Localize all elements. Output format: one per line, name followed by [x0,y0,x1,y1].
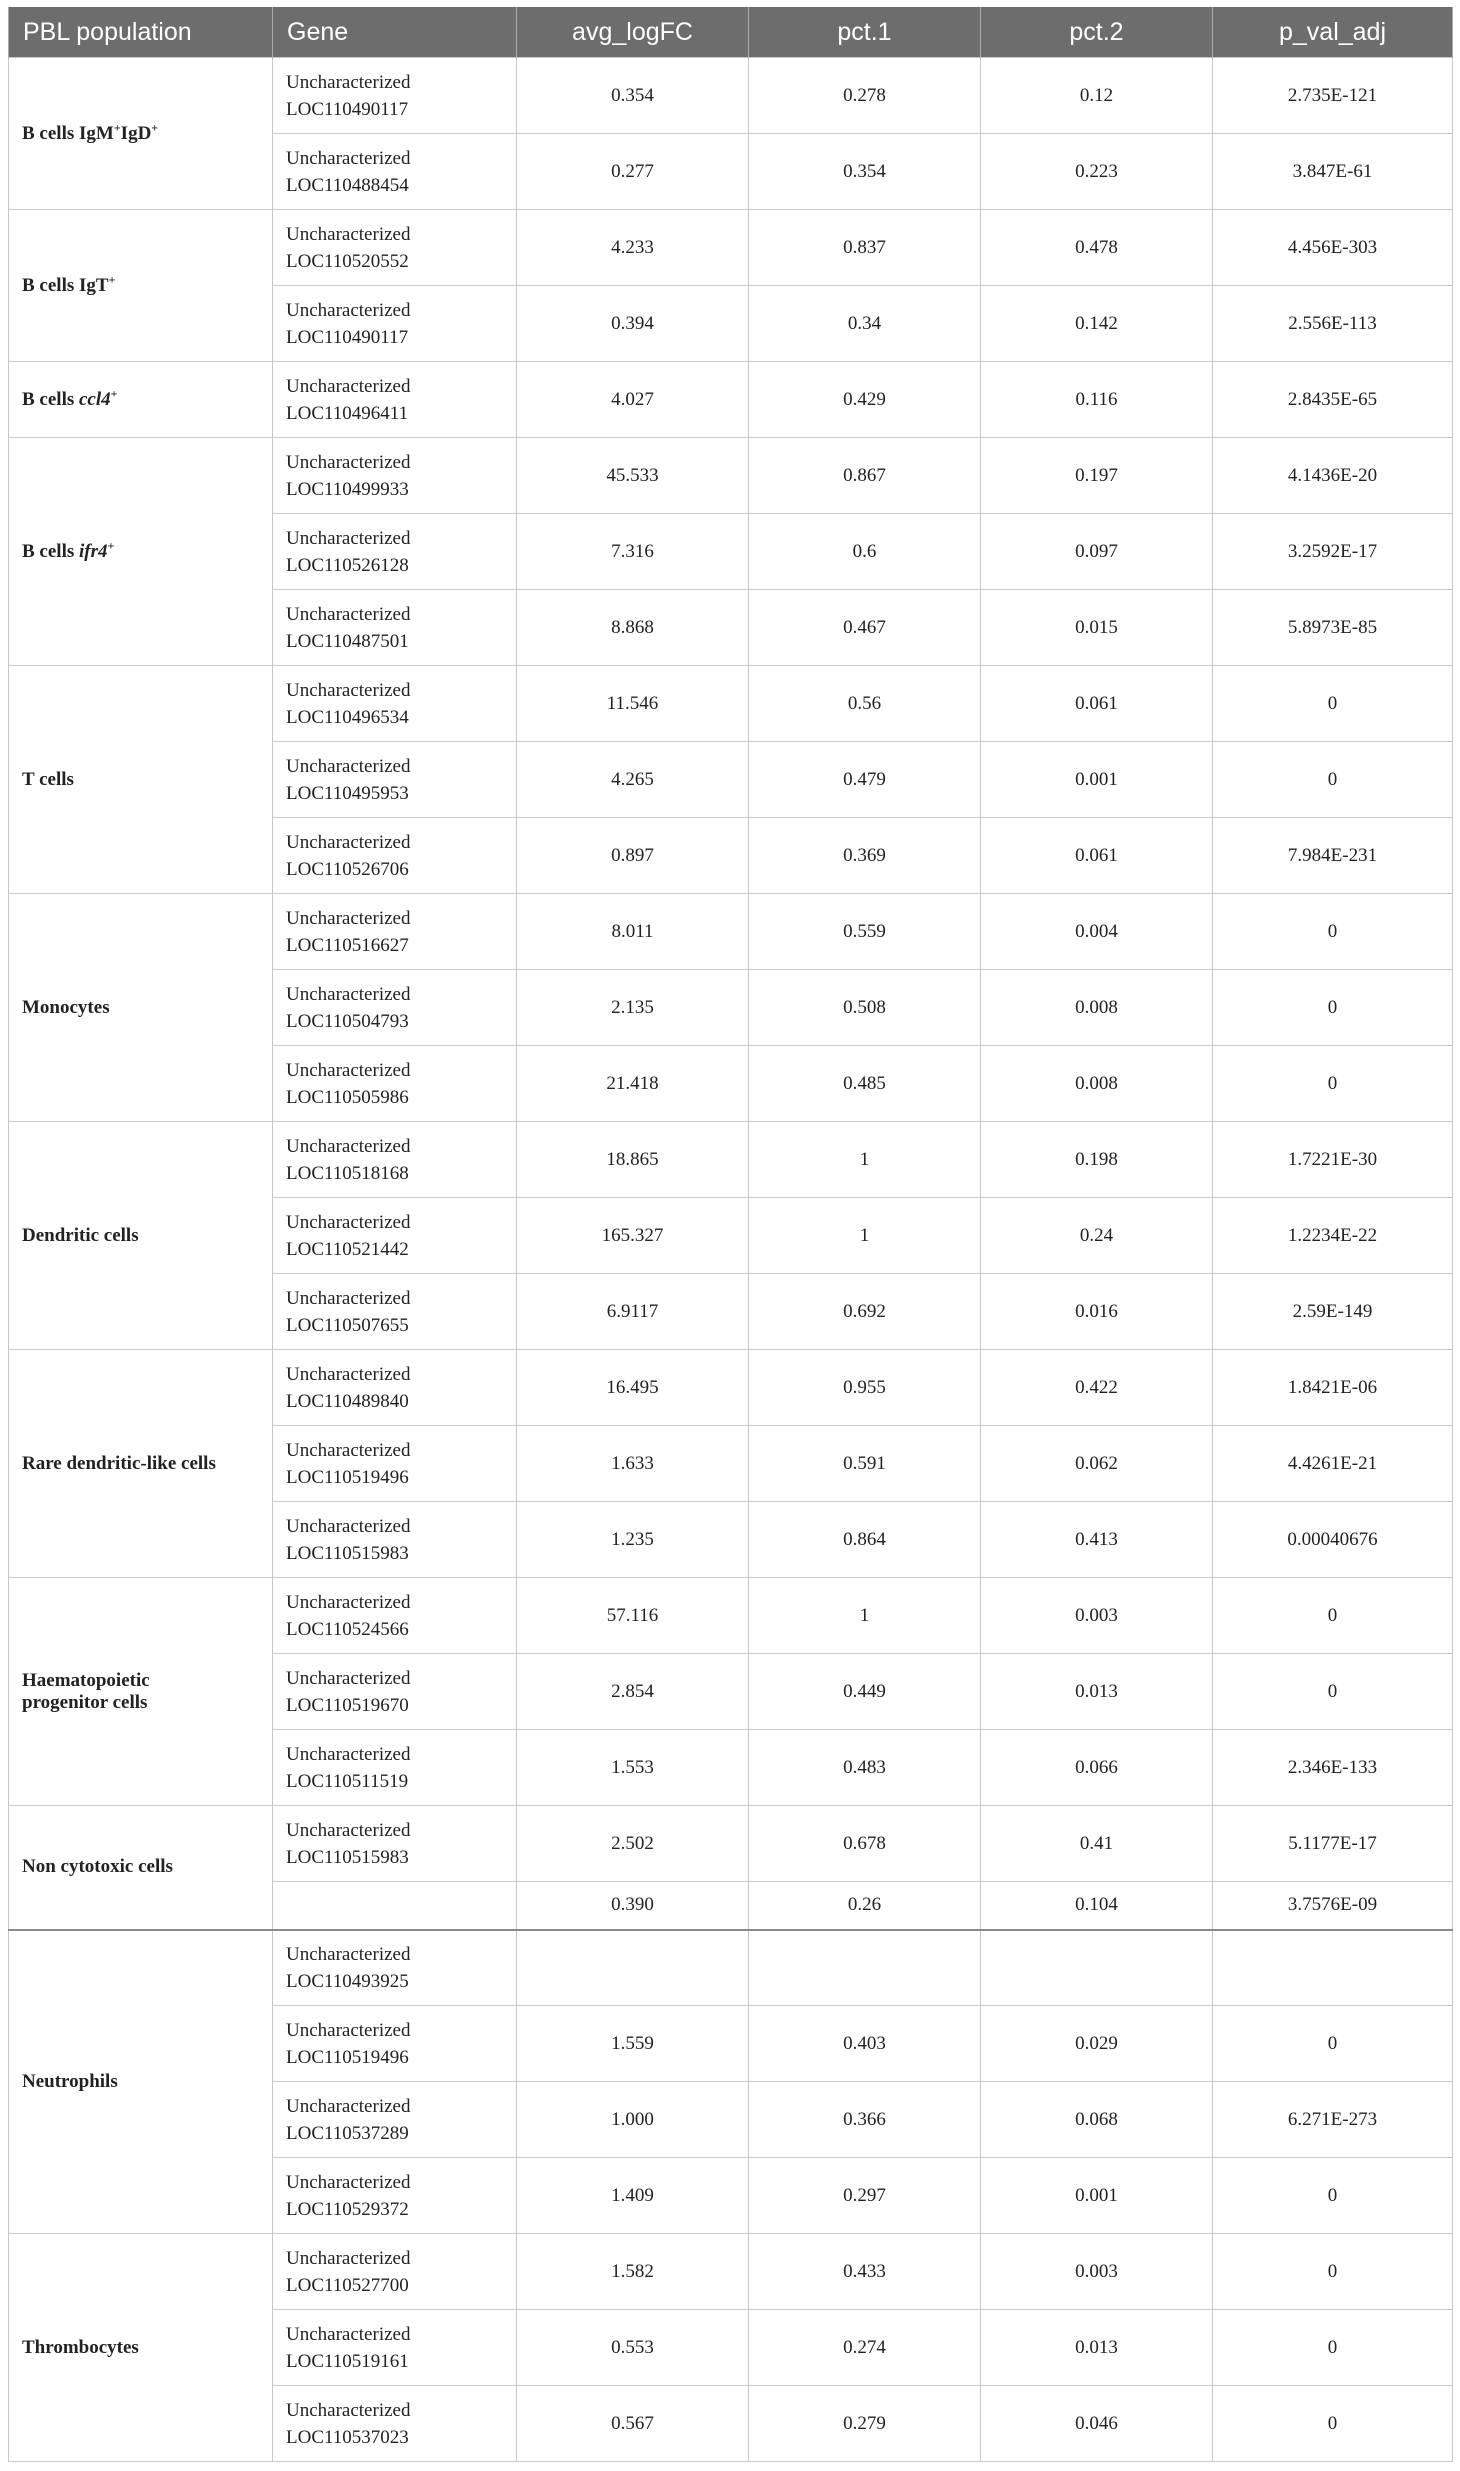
pct2-cell: 0.197 [981,438,1213,514]
avg-logfc-cell: 8.868 [517,590,749,666]
header-row [9,7,1453,58]
table-row [9,1578,1453,1654]
avg-logfc-cell: 1.559 [517,2006,749,2082]
pct2-cell: 0.061 [981,818,1213,894]
gene-cell: Uncharacterized LOC110520552 [273,210,517,286]
avg-logfc-cell: 16.495 [517,1350,749,1426]
avg-logfc-cell: 0.394 [517,286,749,362]
gene-cell: Uncharacterized LOC110526706 [273,818,517,894]
avg-logfc-cell: 0.354 [517,58,749,134]
population-cell: B cells ccl4+ [9,362,273,438]
pct1-cell: 0.485 [749,1046,981,1122]
pct2-cell: 0.003 [981,2234,1213,2310]
table-row [9,438,1453,514]
gene-cell: Uncharacterized LOC110527700 [273,2234,517,2310]
pct1-cell: 0.867 [749,438,981,514]
table-row [9,1350,1453,1426]
population-cell: Rare dendritic-like cells [9,1350,273,1578]
pct1-cell: 0.433 [749,2234,981,2310]
population-cell: Monocytes [9,894,273,1122]
p-val-adj-cell: 4.456E-303 [1213,210,1453,286]
pct2-cell: 0.066 [981,1730,1213,1806]
gene-cell: Uncharacterized LOC110487501 [273,590,517,666]
gene-cell: Uncharacterized LOC110505986 [273,1046,517,1122]
avg-logfc-cell: 4.265 [517,742,749,818]
p-val-adj-cell: 0.00040676 [1213,1502,1453,1578]
pct2-cell: 0.12 [981,58,1213,134]
pct1-cell: 0.403 [749,2006,981,2082]
table-row [9,362,1453,438]
avg-logfc-cell: 45.533 [517,438,749,514]
gene-cell: Uncharacterized LOC110519670 [273,1654,517,1730]
gene-cell: Uncharacterized LOC110493925 [273,1930,517,2006]
pct2-cell: 0.016 [981,1274,1213,1350]
pct1-cell: 0.429 [749,362,981,438]
p-val-adj-cell: 3.2592E-17 [1213,514,1453,590]
avg-logfc-cell: 1.235 [517,1502,749,1578]
avg-logfc-cell: 2.854 [517,1654,749,1730]
avg-logfc-cell: 57.116 [517,1578,749,1654]
gene-cell: Uncharacterized LOC110519161 [273,2310,517,2386]
p-val-adj-cell: 0 [1213,2006,1453,2082]
avg-logfc-cell: 21.418 [517,1046,749,1122]
p-val-adj-cell: 2.346E-133 [1213,1730,1453,1806]
p-val-adj-cell: 2.59E-149 [1213,1274,1453,1350]
p-val-adj-cell: 0 [1213,2386,1453,2462]
gene-cell: Uncharacterized LOC110490117 [273,286,517,362]
pct1-cell: 0.837 [749,210,981,286]
pct2-cell: 0.413 [981,1502,1213,1578]
table-row [9,58,1453,134]
avg-logfc-cell: 1.000 [517,2082,749,2158]
pct1-cell: 0.354 [749,134,981,210]
table-row [9,1122,1453,1198]
p-val-adj-cell: 2.556E-113 [1213,286,1453,362]
gene-cell: Uncharacterized LOC110537289 [273,2082,517,2158]
gene-cell: Uncharacterized LOC110504793 [273,970,517,1046]
gene-cell: Uncharacterized LOC110490117 [273,58,517,134]
pct1-cell: 0.508 [749,970,981,1046]
pct2-cell: 0.142 [981,286,1213,362]
p-val-adj-cell: 4.1436E-20 [1213,438,1453,514]
population-cell: Thrombocytes [9,2234,273,2462]
pct1-cell: 0.692 [749,1274,981,1350]
population-cell: Neutrophils [9,1930,273,2234]
table-row [9,1930,1453,2006]
gene-cell: Uncharacterized LOC110515983 [273,1502,517,1578]
p-val-adj-cell: 2.735E-121 [1213,58,1453,134]
pct2-cell: 0.223 [981,134,1213,210]
gene-cell [273,1882,517,1930]
gene-cell: Uncharacterized LOC110529372 [273,2158,517,2234]
avg-logfc-cell [517,1930,749,2006]
avg-logfc-cell: 0.567 [517,2386,749,2462]
pct1-cell: 1 [749,1122,981,1198]
avg-logfc-cell: 0.553 [517,2310,749,2386]
pct2-cell: 0.062 [981,1426,1213,1502]
p-val-adj-cell: 0 [1213,970,1453,1046]
pct1-cell: 0.591 [749,1426,981,1502]
avg-logfc-cell: 4.027 [517,362,749,438]
header-gene: Gene [273,7,517,58]
p-val-adj-cell: 1.7221E-30 [1213,1122,1453,1198]
pct1-cell: 0.559 [749,894,981,970]
pct2-cell: 0.004 [981,894,1213,970]
p-val-adj-cell: 0 [1213,666,1453,742]
p-val-adj-cell: 0 [1213,2234,1453,2310]
pct2-cell: 0.104 [981,1882,1213,1930]
avg-logfc-cell: 0.897 [517,818,749,894]
pct2-cell: 0.008 [981,970,1213,1046]
pct1-cell: 0.864 [749,1502,981,1578]
avg-logfc-cell: 0.277 [517,134,749,210]
gene-cell: Uncharacterized LOC110511519 [273,1730,517,1806]
avg-logfc-cell: 0.390 [517,1882,749,1930]
p-val-adj-cell: 5.8973E-85 [1213,590,1453,666]
pct2-cell: 0.198 [981,1122,1213,1198]
p-val-adj-cell: 7.984E-231 [1213,818,1453,894]
p-val-adj-cell: 4.4261E-21 [1213,1426,1453,1502]
p-val-adj-cell: 0 [1213,894,1453,970]
population-cell: Dendritic cells [9,1122,273,1350]
pct2-cell: 0.015 [981,590,1213,666]
pct1-cell: 0.56 [749,666,981,742]
gene-cell: Uncharacterized LOC110499933 [273,438,517,514]
p-val-adj-cell: 0 [1213,2310,1453,2386]
pct1-cell: 0.297 [749,2158,981,2234]
pct1-cell: 0.467 [749,590,981,666]
p-val-adj-cell: 3.847E-61 [1213,134,1453,210]
p-val-adj-cell: 0 [1213,2158,1453,2234]
gene-cell: Uncharacterized LOC110516627 [273,894,517,970]
pct2-cell: 0.001 [981,2158,1213,2234]
population-cell: B cells IgT+ [9,210,273,362]
pct2-cell: 0.24 [981,1198,1213,1274]
population-cell: Non cytotoxic cells [9,1806,273,1930]
pct1-cell: 0.483 [749,1730,981,1806]
p-val-adj-cell: 0 [1213,1046,1453,1122]
gene-cell: Uncharacterized LOC110515983 [273,1806,517,1882]
pct1-cell [749,1930,981,2006]
gene-cell: Uncharacterized LOC110496411 [273,362,517,438]
table-row [9,894,1453,970]
avg-logfc-cell: 4.233 [517,210,749,286]
p-val-adj-cell: 6.271E-273 [1213,2082,1453,2158]
gene-cell: Uncharacterized LOC110496534 [273,666,517,742]
pct2-cell: 0.478 [981,210,1213,286]
avg-logfc-cell: 2.135 [517,970,749,1046]
avg-logfc-cell: 2.502 [517,1806,749,1882]
p-val-adj-cell: 2.8435E-65 [1213,362,1453,438]
gene-cell: Uncharacterized LOC110524566 [273,1578,517,1654]
gene-cell: Uncharacterized LOC110507655 [273,1274,517,1350]
avg-logfc-cell: 1.582 [517,2234,749,2310]
avg-logfc-cell: 165.327 [517,1198,749,1274]
gene-cell: Uncharacterized LOC110526128 [273,514,517,590]
table-row [9,2234,1453,2310]
gene-cell: Uncharacterized LOC110521442 [273,1198,517,1274]
pct1-cell: 0.369 [749,818,981,894]
pct1-cell: 0.278 [749,58,981,134]
population-cell: B cells IgM+IgD+ [9,58,273,210]
gene-cell: Uncharacterized LOC110488454 [273,134,517,210]
p-val-adj-cell: 3.7576E-09 [1213,1882,1453,1930]
pct1-cell: 0.479 [749,742,981,818]
avg-logfc-cell: 11.546 [517,666,749,742]
pct2-cell: 0.008 [981,1046,1213,1122]
pct1-cell: 0.34 [749,286,981,362]
pct1-cell: 0.274 [749,2310,981,2386]
gene-cell: Uncharacterized LOC110519496 [273,2006,517,2082]
gene-cell: Uncharacterized LOC110489840 [273,1350,517,1426]
p-val-adj-cell: 0 [1213,1578,1453,1654]
pct2-cell: 0.422 [981,1350,1213,1426]
header-pbl-population: PBL population [9,7,273,58]
pct2-cell: 0.046 [981,2386,1213,2462]
population-cell: T cells [9,666,273,894]
pct2-cell [981,1930,1213,2006]
population-cell: Haematopoietic progenitor cells [9,1578,273,1806]
p-val-adj-cell [1213,1930,1453,2006]
pct1-cell: 0.26 [749,1882,981,1930]
pct2-cell: 0.013 [981,2310,1213,2386]
gene-cell: Uncharacterized LOC110495953 [273,742,517,818]
pct2-cell: 0.001 [981,742,1213,818]
p-val-adj-cell: 0 [1213,1654,1453,1730]
population-cell: B cells ifr4+ [9,438,273,666]
pct2-cell: 0.41 [981,1806,1213,1882]
table-row [9,1806,1453,1882]
pct2-cell: 0.013 [981,1654,1213,1730]
header-p-val-adj: p_val_adj [1213,7,1453,58]
avg-logfc-cell: 1.633 [517,1426,749,1502]
header-pct1: pct.1 [749,7,981,58]
avg-logfc-cell: 1.409 [517,2158,749,2234]
gene-cell: Uncharacterized LOC110518168 [273,1122,517,1198]
pct2-cell: 0.068 [981,2082,1213,2158]
avg-logfc-cell: 1.553 [517,1730,749,1806]
pct1-cell: 0.955 [749,1350,981,1426]
table-row [9,666,1453,742]
pct1-cell: 0.366 [749,2082,981,2158]
pct1-cell: 0.6 [749,514,981,590]
pct2-cell: 0.029 [981,2006,1213,2082]
p-val-adj-cell: 1.8421E-06 [1213,1350,1453,1426]
gene-cell: Uncharacterized LOC110519496 [273,1426,517,1502]
table-row [9,210,1453,286]
p-val-adj-cell: 0 [1213,742,1453,818]
gene-expression-table [8,7,1453,2462]
avg-logfc-cell: 6.9117 [517,1274,749,1350]
pct1-cell: 0.678 [749,1806,981,1882]
avg-logfc-cell: 7.316 [517,514,749,590]
header-pct2: pct.2 [981,7,1213,58]
pct2-cell: 0.116 [981,362,1213,438]
pct1-cell: 0.449 [749,1654,981,1730]
gene-cell: Uncharacterized LOC110537023 [273,2386,517,2462]
avg-logfc-cell: 8.011 [517,894,749,970]
pct1-cell: 0.279 [749,2386,981,2462]
avg-logfc-cell: 18.865 [517,1122,749,1198]
header-avg-logfc: avg_logFC [517,7,749,58]
pct1-cell: 1 [749,1198,981,1274]
pct2-cell: 0.097 [981,514,1213,590]
p-val-adj-cell: 5.1177E-17 [1213,1806,1453,1882]
p-val-adj-cell: 1.2234E-22 [1213,1198,1453,1274]
pct1-cell: 1 [749,1578,981,1654]
pct2-cell: 0.003 [981,1578,1213,1654]
pct2-cell: 0.061 [981,666,1213,742]
